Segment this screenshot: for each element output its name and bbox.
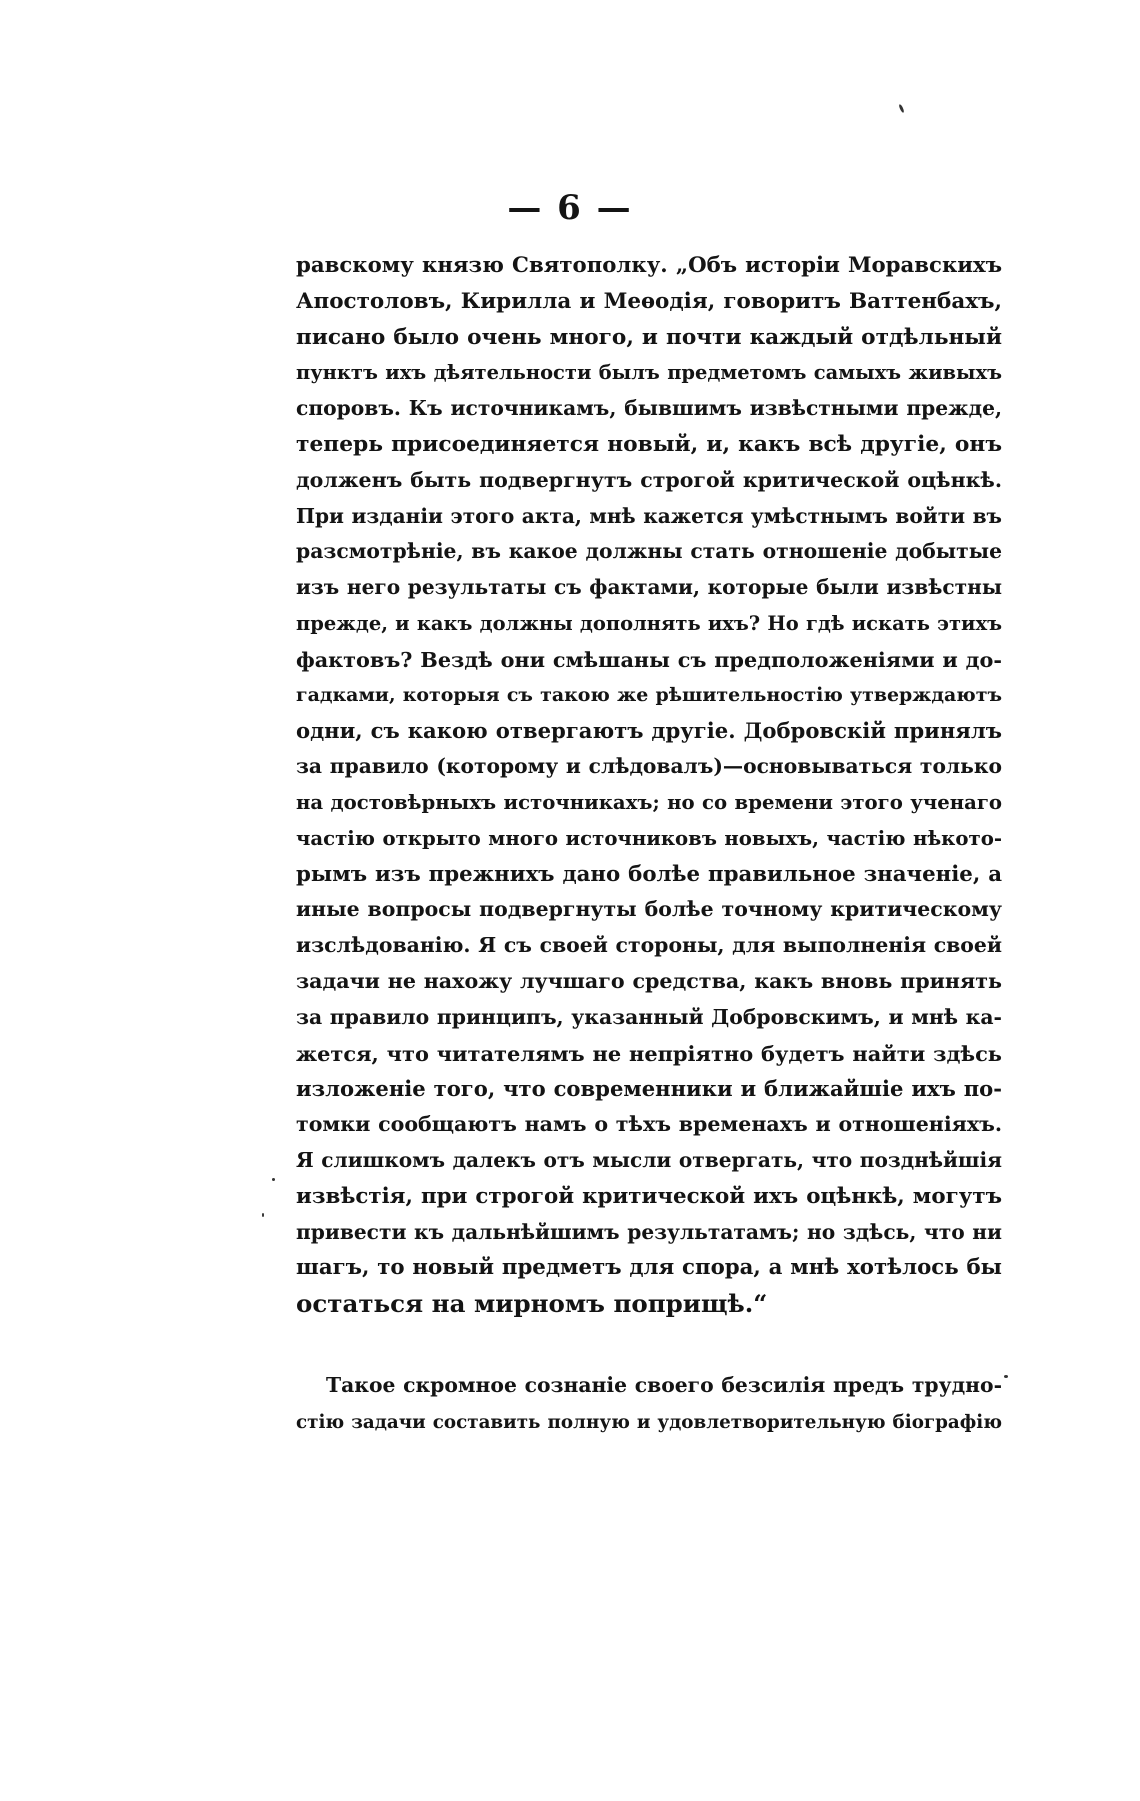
text-line: иные вопросы подвергнуты болѣе точному критическому [296,897,1002,922]
text-line: равскому князю Святополку. „Объ исторiи Моравскихъ [296,253,1002,278]
text-line: жется, что читателямъ не непріятно будетъ найти здѣсь [296,1040,1002,1066]
text-line: долженъ быть подвергнутъ строгой критической оцѣнкѣ. [296,467,1002,492]
text-line: стію задачи составить полную и удовлетворительную біографію [296,1412,1002,1433]
text-line: за правило принципъ, указанный Добровскимъ, и мнѣ ка- [296,1004,1002,1029]
text-line: частію открыто много источниковъ новыхъ, частію нѣкото- [296,826,1002,850]
text-line: Такое скромное сознаніе своего безсилія предъ трудно- [326,1373,1002,1397]
page-number: — 6 — [507,188,633,228]
text-line: При изданіи этого акта, мнѣ кажется умѣстнымъ войти въ [296,503,1002,528]
scan-speck [262,1213,264,1217]
text-line: изслѣдованію. Я съ своей стороны, для выполненія своей [296,933,1002,958]
scan-speck [272,1178,275,1181]
scan-speck [1004,1375,1008,1378]
text-line: разсмотрѣніе, въ какое должны стать отношеніе добытые [296,539,1002,564]
text-line: пунктъ ихъ дѣятельности былъ предметомъ самыхъ живыхъ [296,361,1002,385]
text-line: Я слишкомъ далекъ отъ мысли отвергать, что позднѣйшія [296,1147,1002,1172]
text-line: задачи не нахожу лучшаго средства, какъ вновь принять [296,968,1002,993]
text-line: остаться на мирномъ поприщѣ.“ [296,1289,768,1319]
quoted-passage [296,248,1002,1322]
text-line: теперь присоединяется новый, и, какъ всѣ другіе, онъ [296,431,1002,457]
text-line: извѣстія, при строгой критической ихъ оцѣнкѣ, могутъ [296,1183,1002,1209]
text-line: томки сообщаютъ намъ о тѣхъ временахъ и отношеніяхъ. [296,1112,1002,1137]
text-line: гадками, которыя съ такою же рѣшительностію утверждаютъ [296,683,1002,706]
text-line: одни, съ какою отвергаютъ другіе. Добровскій принялъ [296,718,1002,744]
text-line: привести къ дальнѣйшимъ результатамъ; но здѣсь, что ни [296,1219,1002,1244]
text-line: споровъ. Къ источникамъ, бывшимъ извѣстными прежде, [296,396,1002,421]
text-line: на достовѣрныхъ источникахъ; но со времени этого ученаго [296,790,1002,814]
following-paragraph [296,1366,1002,1442]
text-line: писано было очень много, и почти каждый отдѣльный [296,324,1002,350]
scan-speck [898,104,905,113]
text-line: за правило (которому и слѣдовалъ)—основываться только [296,754,1002,779]
text-line: изъ него результаты съ фактами, которые были извѣстны [296,575,1002,600]
text-line: рымъ изъ прежнихъ дано болѣе правильное значеніе, а [296,861,1002,887]
text-line: фактовъ? Вездѣ они смѣшаны съ предположеніями и до- [296,646,1002,672]
text-line: шагъ, то новый предметъ для спора, а мнѣ хотѣлось бы [296,1255,1002,1281]
text-line: прежде, и какъ должны дополнять ихъ? Но гдѣ искать этихъ [296,611,1002,635]
text-line: изложеніе того, что современники и ближайшіе ихъ по- [296,1076,1002,1102]
text-line: Апостоловъ, Кирилла и Меѳодія, говоритъ Ваттенбахъ, [296,288,1002,314]
